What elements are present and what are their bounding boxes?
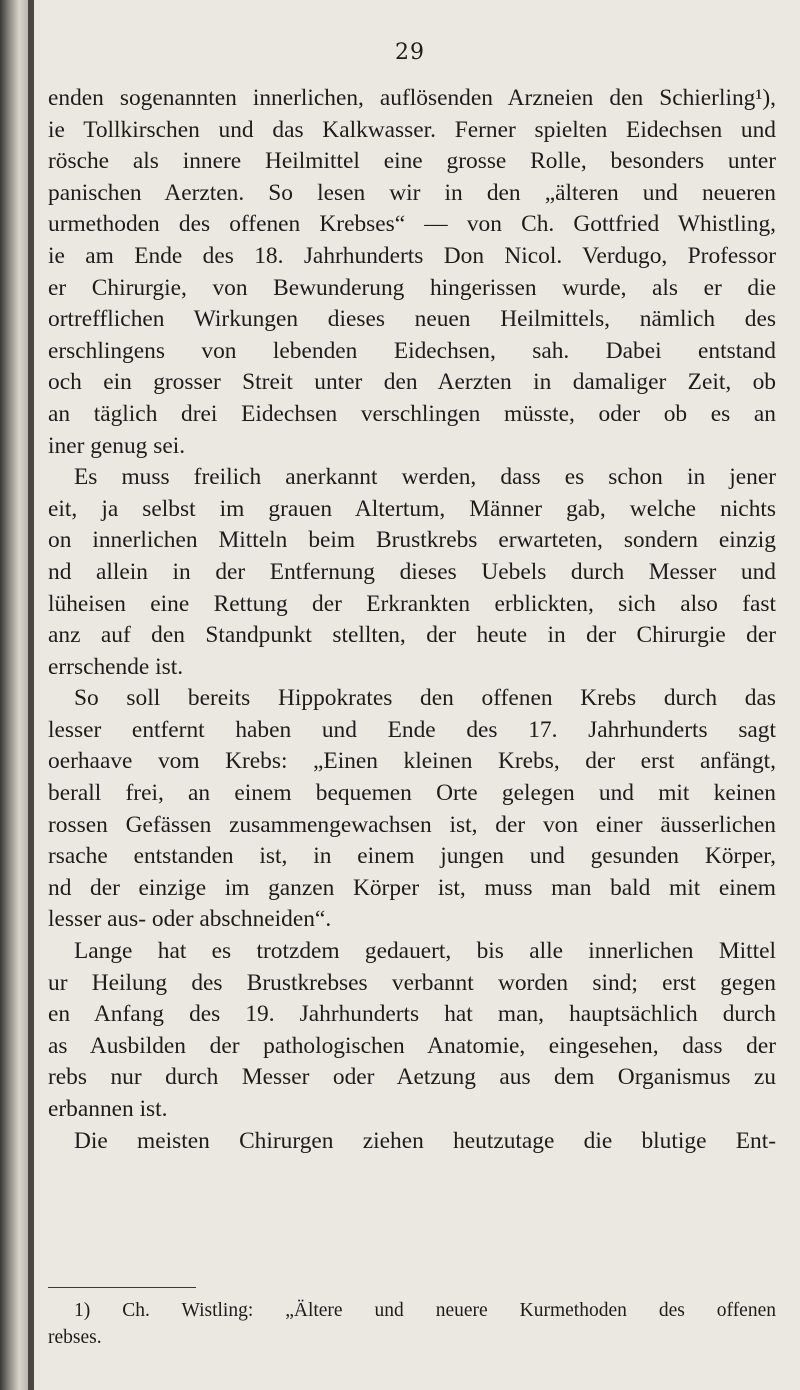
text-line: erschlingens von lebenden Eidechsen, sah. Dabei entstand (48, 337, 776, 364)
text-line: oerhaave vom Krebs: „Einen kleinen Krebs, der erst anfängt, (48, 748, 776, 775)
text-line: Die meisten Chirurgen ziehen heutzutage die blutige Ent- (74, 1127, 776, 1154)
text-line: lesser aus- oder abschneiden“. (48, 906, 332, 933)
text-line: berall frei, an einem bequemen Orte gelegen und mit keinen (48, 780, 776, 807)
text-line: So soll bereits Hippokrates den offenen Krebs durch das (74, 685, 776, 712)
text-line: ie Tollkirschen und das Kalkwasser. Ferner spielten Eidechsen und (48, 116, 776, 143)
text-line: enden sogenannten innerlichen, auflösenden Arzneien den Schierling¹), (48, 85, 776, 111)
text-line: urmethoden des offenen Krebses“ — von Ch. Gottfried Whistling, (48, 211, 776, 238)
text-line: ortrefflichen Wirkungen dieses neuen Heilmittels, nämlich des (48, 306, 776, 333)
page-number: 29 (395, 40, 425, 65)
text-line: an täglich drei Eidechsen verschlingen müsste, oder ob es an (48, 400, 776, 427)
text-line: ur Heilung des Brustkrebses verbannt worden sind; erst gegen (48, 969, 776, 996)
text-line: Lange hat es trotzdem gedauert, bis alle innerlichen Mittel (74, 938, 776, 965)
binding-edge (28, 0, 34, 1390)
text-line: rossen Gefässen zusammengewachsen ist, der von einer äusserlichen (48, 811, 776, 838)
footnote-divider (48, 1287, 196, 1288)
footnote-line: rebses. (48, 1327, 102, 1348)
text-line: och ein grosser Streit unter den Aerzten in damaliger Zeit, ob (48, 369, 776, 396)
text-line: as Ausbilden der pathologischen Anatomie, eingesehen, dass der (48, 1032, 776, 1059)
text-line: er Chirurgie, von Bewunderung hingerissen wurde, als er die (48, 274, 776, 301)
text-line: en Anfang des 19. Jahrhunderts hat man, hauptsächlich durch (48, 1001, 776, 1028)
footnote (48, 1297, 776, 1351)
text-line: nd allein in der Entfernung dieses Uebels durch Messer und (48, 558, 776, 585)
text-line: lüheisen eine Rettung der Erkrankten erblickten, sich also fast (48, 590, 776, 617)
text-line: Es muss freilich anerkannt werden, dass es schon in jener (74, 464, 776, 491)
text-line: iner genug sei. (48, 432, 186, 459)
text-line: lesser entfernt haben und Ende des 17. Jahrhunderts sagt (48, 716, 776, 743)
text-line: errschende ist. (48, 653, 184, 680)
text-line: ie am Ende des 18. Jahrhunderts Don Nicol. Verdugo, Professor (48, 242, 776, 269)
text-line: anz auf den Standpunkt stellten, der heute in der Chirurgie der (48, 622, 776, 649)
text-line: on innerlichen Mitteln beim Brustkrebs erwarteten, sondern einzig (48, 527, 776, 554)
body-text (48, 83, 776, 1157)
text-line: erbannen ist. (48, 1096, 168, 1122)
text-line: eit, ja selbst im grauen Altertum, Männer gab, welche nichts (48, 495, 776, 522)
text-line: rebs nur durch Messer oder Aetzung aus dem Organismus zu (48, 1064, 776, 1091)
text-line: rösche als innere Heilmittel eine grosse Rolle, besonders unter (48, 148, 776, 175)
text-line: panischen Aerzten. So lesen wir in den „älteren und neueren (48, 179, 776, 206)
footnote-line: 1) Ch. Wistling: „Ältere und neuere Kurmethoden des offenen (74, 1300, 776, 1321)
text-line: rsache entstanden ist, in einem jungen und gesunden Körper, (48, 843, 776, 870)
text-line: nd der einzige im ganzen Körper ist, muss man bald mit einem (48, 874, 776, 901)
